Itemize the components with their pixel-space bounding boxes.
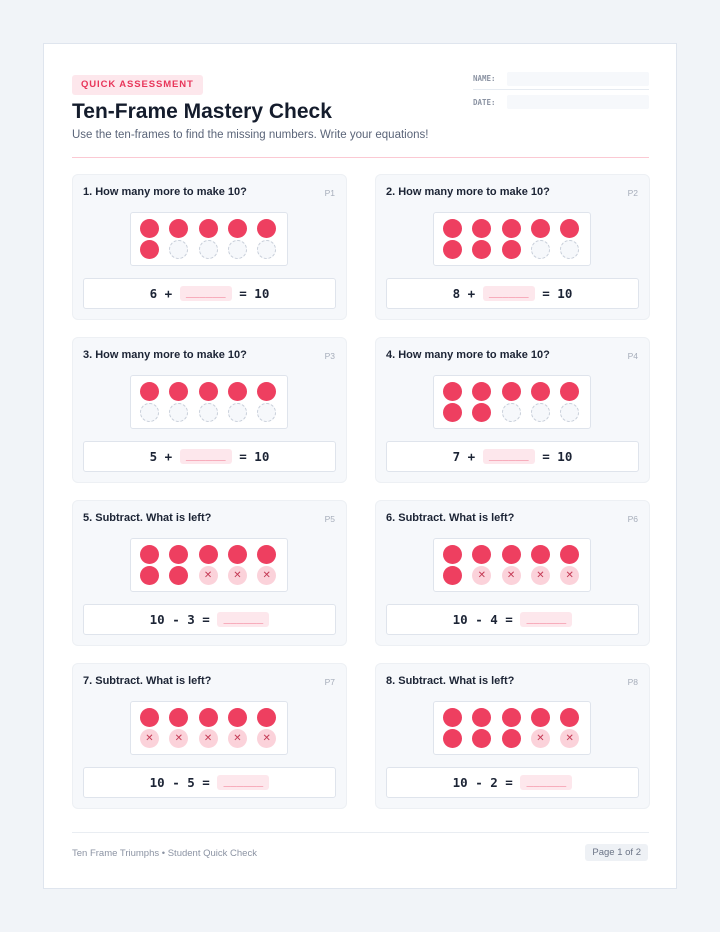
equation-right: = 10 <box>534 449 573 464</box>
problem-title: 5. Subtract. What is left? <box>83 512 212 524</box>
equation-right: = 10 <box>534 286 573 301</box>
page-title: Ten-Frame Mastery Check <box>72 100 332 123</box>
name-label: NAME: <box>473 74 496 83</box>
x-mark-icon: ✕ <box>560 566 579 585</box>
x-mark-icon: ✕ <box>531 729 550 748</box>
answer-blank[interactable]: ______ <box>180 449 232 464</box>
ten-frame <box>433 701 591 755</box>
filled-counter <box>199 708 218 727</box>
filled-counter <box>169 566 188 585</box>
filled-counter <box>443 240 462 259</box>
equation-box <box>386 441 639 472</box>
date-field[interactable] <box>507 95 649 109</box>
filled-counter <box>472 382 491 401</box>
filled-counter <box>502 219 521 238</box>
empty-counter <box>140 403 159 422</box>
filled-counter <box>257 219 276 238</box>
header-divider <box>72 157 649 158</box>
empty-counter <box>257 240 276 259</box>
equation-left: 10 - 4 = <box>452 612 521 627</box>
filled-counter <box>169 545 188 564</box>
x-mark-icon: ✕ <box>199 729 218 748</box>
answer-blank[interactable]: ______ <box>520 775 572 790</box>
problem-title: 6. Subtract. What is left? <box>386 512 515 524</box>
filled-counter <box>531 708 550 727</box>
problem-card <box>375 337 650 483</box>
filled-counter <box>199 545 218 564</box>
problem-card <box>375 174 650 320</box>
filled-counter <box>257 545 276 564</box>
x-mark-icon: ✕ <box>531 566 550 585</box>
filled-counter <box>228 219 247 238</box>
x-mark-icon: ✕ <box>169 729 188 748</box>
problem-card <box>72 337 347 483</box>
filled-counter <box>228 382 247 401</box>
footer-divider <box>72 832 649 833</box>
filled-counter <box>443 403 462 422</box>
equation-left: 10 - 5 = <box>149 775 218 790</box>
problem-card <box>72 500 347 646</box>
problem-number: P3 <box>324 351 335 361</box>
problem-card <box>72 174 347 320</box>
x-mark-icon: ✕ <box>228 729 247 748</box>
filled-counter <box>560 382 579 401</box>
ten-frame <box>433 538 591 592</box>
filled-counter <box>443 545 462 564</box>
footer-text: Ten Frame Triumphs • Student Quick Check <box>72 848 257 859</box>
empty-counter <box>531 403 550 422</box>
equation-box <box>386 604 639 635</box>
filled-counter <box>472 545 491 564</box>
problem-number: P4 <box>627 351 638 361</box>
filled-counter <box>140 566 159 585</box>
equation-box <box>83 767 336 798</box>
page-subtitle: Use the ten-frames to find the missing numbers. Write your equations! <box>72 129 429 141</box>
ten-frame <box>130 375 288 429</box>
filled-counter <box>257 382 276 401</box>
name-field[interactable] <box>507 72 649 86</box>
filled-counter <box>169 382 188 401</box>
x-mark-icon: ✕ <box>199 566 218 585</box>
problem-title: 3. How many more to make 10? <box>83 349 247 361</box>
equation-box <box>83 604 336 635</box>
problem-number: P8 <box>627 677 638 687</box>
filled-counter <box>560 708 579 727</box>
empty-counter <box>228 403 247 422</box>
filled-counter <box>502 382 521 401</box>
problem-number: P5 <box>324 514 335 524</box>
filled-counter <box>560 219 579 238</box>
filled-counter <box>257 708 276 727</box>
filled-counter <box>531 545 550 564</box>
equation-box <box>386 278 639 309</box>
problem-title: 1. How many more to make 10? <box>83 186 247 198</box>
filled-counter <box>140 219 159 238</box>
problem-card <box>375 500 650 646</box>
x-mark-icon: ✕ <box>228 566 247 585</box>
filled-counter <box>443 566 462 585</box>
equation-left: 10 - 2 = <box>452 775 521 790</box>
filled-counter <box>472 219 491 238</box>
x-mark-icon: ✕ <box>140 729 159 748</box>
equation-left: 6 + <box>149 286 180 301</box>
equation-box <box>386 767 639 798</box>
problem-number: P1 <box>324 188 335 198</box>
filled-counter <box>443 729 462 748</box>
x-mark-icon: ✕ <box>502 566 521 585</box>
problem-card <box>375 663 650 809</box>
empty-counter <box>199 240 218 259</box>
filled-counter <box>472 708 491 727</box>
answer-blank[interactable]: ______ <box>483 286 535 301</box>
empty-counter <box>531 240 550 259</box>
problem-card <box>72 663 347 809</box>
answer-blank[interactable]: ______ <box>483 449 535 464</box>
answer-blank[interactable]: ______ <box>180 286 232 301</box>
name-row <box>473 68 649 90</box>
filled-counter <box>140 240 159 259</box>
filled-counter <box>140 545 159 564</box>
filled-counter <box>443 219 462 238</box>
equation-left: 10 - 3 = <box>149 612 218 627</box>
date-label: DATE: <box>473 97 496 107</box>
equation-right: = 10 <box>231 286 270 301</box>
filled-counter <box>169 708 188 727</box>
filled-counter <box>502 729 521 748</box>
problem-title: 8. Subtract. What is left? <box>386 675 515 687</box>
answer-blank[interactable]: ______ <box>217 775 269 790</box>
x-mark-icon: ✕ <box>257 566 276 585</box>
x-mark-icon: ✕ <box>560 729 579 748</box>
empty-counter <box>560 403 579 422</box>
problem-number: P7 <box>324 677 335 687</box>
equation-left: 7 + <box>452 449 483 464</box>
ten-frame <box>130 701 288 755</box>
equation-box <box>83 441 336 472</box>
answer-blank[interactable]: ______ <box>520 612 572 627</box>
empty-counter <box>560 240 579 259</box>
empty-counter <box>257 403 276 422</box>
ten-frame <box>130 212 288 266</box>
ten-frame <box>433 212 591 266</box>
equation-right: = 10 <box>231 449 270 464</box>
empty-counter <box>199 403 218 422</box>
answer-blank[interactable]: ______ <box>217 612 269 627</box>
problem-number: P6 <box>627 514 638 524</box>
filled-counter <box>199 382 218 401</box>
filled-counter <box>560 545 579 564</box>
filled-counter <box>140 708 159 727</box>
filled-counter <box>502 240 521 259</box>
filled-counter <box>140 382 159 401</box>
filled-counter <box>199 219 218 238</box>
filled-counter <box>228 708 247 727</box>
problem-number: P2 <box>627 188 638 198</box>
problem-title: 4. How many more to make 10? <box>386 349 550 361</box>
filled-counter <box>531 382 550 401</box>
filled-counter <box>443 708 462 727</box>
equation-box <box>83 278 336 309</box>
filled-counter <box>502 545 521 564</box>
filled-counter <box>472 403 491 422</box>
equation-left: 8 + <box>452 286 483 301</box>
empty-counter <box>228 240 247 259</box>
filled-counter <box>169 219 188 238</box>
date-row <box>473 91 649 113</box>
ten-frame <box>130 538 288 592</box>
equation-left: 5 + <box>149 449 180 464</box>
x-mark-icon: ✕ <box>257 729 276 748</box>
empty-counter <box>169 240 188 259</box>
filled-counter <box>228 545 247 564</box>
page-indicator: Page 1 of 2 <box>585 844 648 861</box>
worksheet-page <box>43 43 677 889</box>
filled-counter <box>443 382 462 401</box>
filled-counter <box>472 729 491 748</box>
filled-counter <box>502 708 521 727</box>
problem-title: 2. How many more to make 10? <box>386 186 550 198</box>
ten-frame <box>433 375 591 429</box>
filled-counter <box>472 240 491 259</box>
empty-counter <box>502 403 521 422</box>
x-mark-icon: ✕ <box>472 566 491 585</box>
empty-counter <box>169 403 188 422</box>
filled-counter <box>531 219 550 238</box>
problem-title: 7. Subtract. What is left? <box>83 675 212 687</box>
assessment-badge: QUICK ASSESSMENT <box>72 75 203 95</box>
